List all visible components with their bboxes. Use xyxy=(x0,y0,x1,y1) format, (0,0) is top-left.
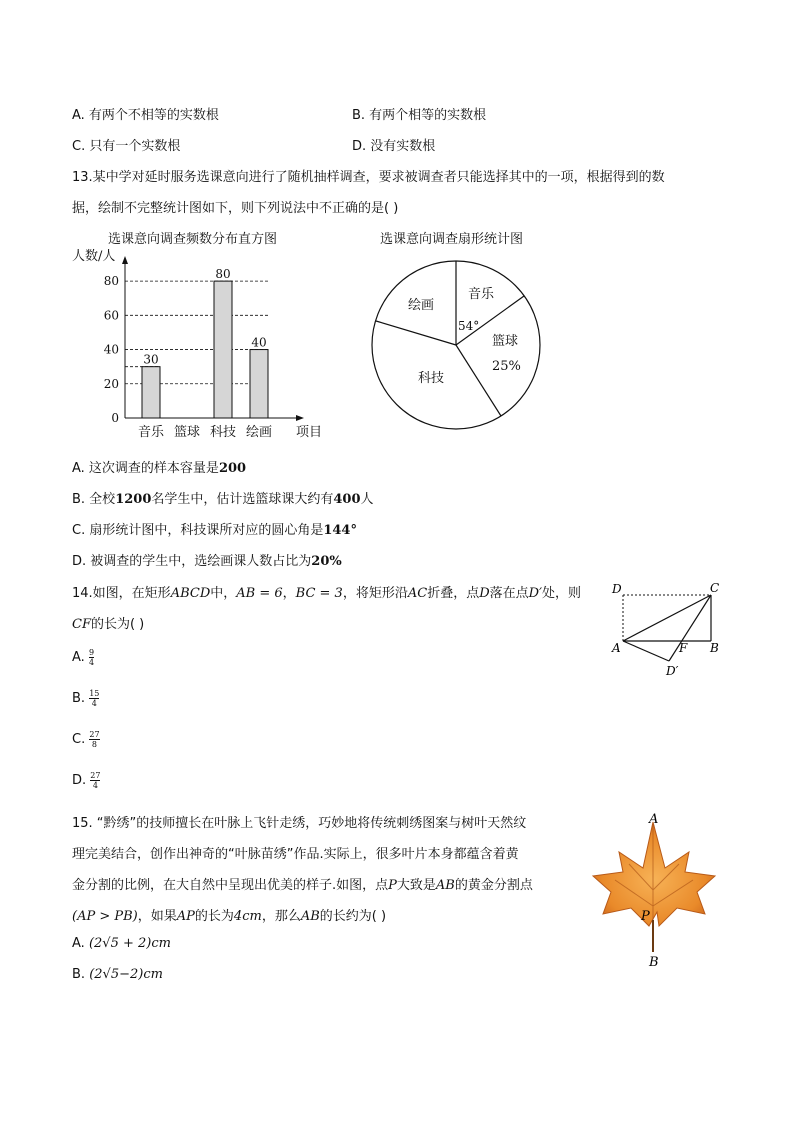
q13-option-c: C. 扇形统计图中，科技课所对应的圆心角是144° xyxy=(72,523,357,538)
q14-option-b: B. $\frac{15}{4}$ xyxy=(72,689,100,708)
q13-option-a: A. 这次调查的样本容量是200 xyxy=(72,461,247,476)
x-category-label: 科技 xyxy=(209,425,237,440)
q15-option-a: A. (2√5 + 2)cm xyxy=(72,936,171,951)
y-axis-arrow xyxy=(122,256,128,264)
label-D-prime: D′ xyxy=(666,664,679,678)
q14-option-d: D. $\frac{27}{4}$ xyxy=(72,771,101,790)
bar-chart-title: 选课意向调查频数分布直方图 xyxy=(108,232,278,247)
bar-chart-ylabel: 人数/人 xyxy=(72,249,116,264)
bar-value-label: 40 xyxy=(251,335,267,350)
q15-option-b: B. (2√5−2)cm xyxy=(72,967,163,982)
x-axis-arrow xyxy=(296,415,304,421)
bar-chart xyxy=(70,246,340,446)
bar-3 xyxy=(250,350,268,418)
q14-stem-line2: CF的长为( ) xyxy=(72,617,145,632)
edge-AD-prime xyxy=(623,641,669,661)
label-B: B xyxy=(710,641,719,655)
q12-option-b: B. 有两个相等的实数根 xyxy=(352,108,487,123)
maple-leaf-icon xyxy=(593,822,715,926)
y-tick-label: 40 xyxy=(103,342,119,357)
bar-chart-xlabel: 项目 xyxy=(296,425,323,440)
diagonal-AC xyxy=(623,595,711,641)
q14-option-c: C. $\frac{27}{8}$ xyxy=(72,730,100,749)
pie-label-music: 音乐 xyxy=(468,287,495,302)
q13-option-b: B. 全校1200名学生中，估计选篮球课大约有400人 xyxy=(72,492,374,507)
edge-CD-prime xyxy=(669,595,711,661)
q15-stem-line2: 理完美结合，创作出神奇的“叶脉苗绣”作品.实际上，很多叶片本身都蕴含着黄 xyxy=(72,847,519,862)
pie-label-tech: 科技 xyxy=(418,371,445,386)
label-C: C xyxy=(710,581,720,595)
rectangle-fold-figure xyxy=(606,578,736,680)
q15-stem-line4: (AP > PB)，如果AP的长为4cm，那么AB的长约为( ) xyxy=(72,909,387,924)
leaf-label-A: A xyxy=(649,812,659,827)
q15-stem-line3: 金分割的比例，在大自然中呈现出优美的样子.如图，点P大致是AB的黄金分割点 xyxy=(72,878,533,893)
q14-stem-line1: 14.如图，在矩形ABCD中，AB = 6，BC = 3，将矩形沿AC折叠，点D落在点D′处，则 xyxy=(72,586,582,601)
leaf-label-B: B xyxy=(649,955,659,970)
q13-stem-line2: 据，绘制不完整统计图如下，则下列说法中不正确的是( ) xyxy=(72,201,399,216)
y-tick-label: 60 xyxy=(103,308,119,323)
label-F: F xyxy=(679,641,688,655)
label-D: D xyxy=(612,582,622,596)
maple-leaf-figure xyxy=(585,810,725,970)
bar-value-label: 30 xyxy=(143,352,159,367)
pie-label-basketball-pct: 25% xyxy=(492,359,521,374)
pie-chart-title: 选课意向调查扇形统计图 xyxy=(380,232,524,247)
pie-label-painting: 绘画 xyxy=(408,298,435,313)
label-A: A xyxy=(612,641,621,655)
x-category-label: 篮球 xyxy=(173,425,201,440)
q13-stem-line1: 13.某中学对延时服务选课意向进行了随机抽样调查，要求被调查者只能选择其中的一项，根据得到的数 xyxy=(72,170,665,185)
q13-option-d: D. 被调查的学生中，选绘画课人数占比为20% xyxy=(72,554,342,569)
q12-option-c: C. 只有一个实数根 xyxy=(72,139,181,154)
leaf-label-P: P xyxy=(641,909,650,924)
y-tick-label: 80 xyxy=(103,274,119,289)
q12-option-d: D. 没有实数根 xyxy=(352,139,436,154)
y-tick-label: 20 xyxy=(103,376,119,391)
q14-option-a: A. $\frac{9}{4}$ xyxy=(72,648,95,667)
bar-value-label: 80 xyxy=(215,267,231,282)
x-category-label: 音乐 xyxy=(137,425,165,440)
bar-0 xyxy=(142,367,160,418)
bar-2 xyxy=(214,281,232,418)
pie-label-basketball: 篮球 xyxy=(492,334,519,349)
x-category-label: 绘画 xyxy=(245,425,273,440)
q15-stem-line1: 15. “黔绣”的技师擅长在叶脉上飞针走绣，巧妙地将传统刺绣图案与树叶天然纹 xyxy=(72,816,527,831)
pie-chart xyxy=(360,252,560,442)
q12-option-a: A. 有两个不相等的实数根 xyxy=(72,108,219,123)
pie-label-angle: 54° xyxy=(458,319,480,333)
y-tick-label: 0 xyxy=(111,411,119,425)
